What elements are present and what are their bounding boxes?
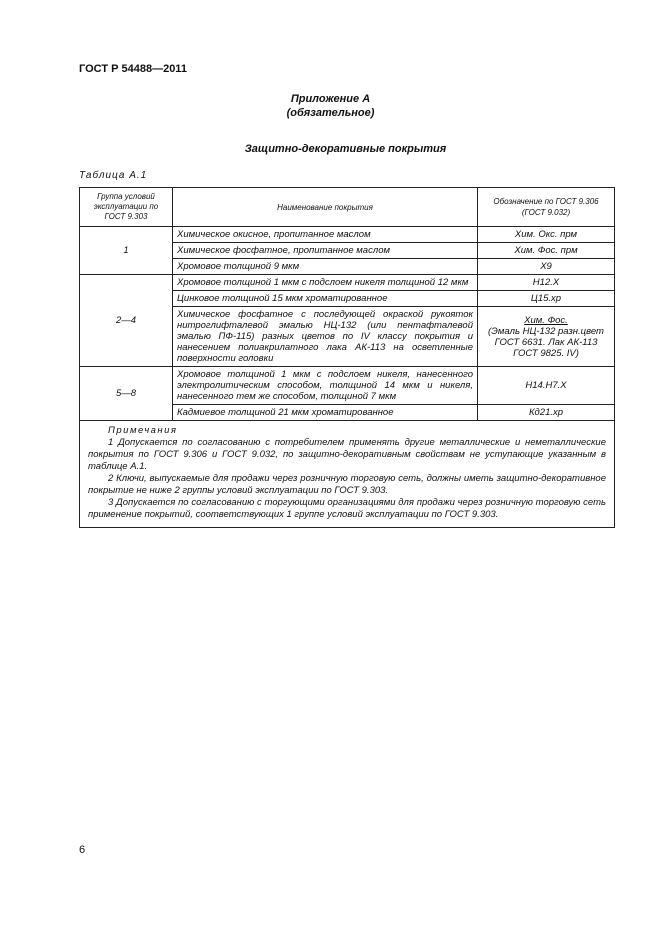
note-item: 2 Ключи, выпускаемые для продажи через розничную торговую сеть, должны иметь защитно-декоративное покрытие не ниже 2 группы условий эксплуатации по ГОСТ 9.303. [88, 473, 606, 496]
appendix-title: Приложение А [290, 93, 371, 105]
designation-cell: Хим. Окс. прм [478, 227, 615, 243]
appendix-status: (обязательное) [286, 107, 375, 119]
coating-name-cell: Химическое фосфатное с последующей окраской рукояток нитроглифталевой эмалью НЦ-132 (или пентафталевой эмалью ПФ-115) разных цветов по IV классу покрытия и нанесением полиакрилатного лака АК-113 на осветленные поверхности головки [173, 307, 478, 367]
designation-cell: Н12.Х [478, 275, 615, 291]
designation-cell: Х9 [478, 259, 615, 275]
note-item: 3 Допускается по согласованию с торгующими организациями для продажи через розничную торговую сеть применение покрытий, соответствующих 1 группе условий эксплуатации по ГОСТ 9.303. [88, 497, 606, 520]
group-cell: 2—4 [80, 275, 173, 367]
designation-cell: Хим. Фос. прм [478, 243, 615, 259]
coatings-table [79, 187, 615, 528]
designation-cell [478, 307, 615, 367]
table-row [80, 367, 615, 405]
table-caption: Таблица А.1 [79, 170, 148, 181]
group-cell: 1 [80, 227, 173, 275]
coating-name-cell: Химическое окисное, пропитанное маслом [173, 227, 478, 243]
table-row [80, 227, 615, 243]
coating-name-cell: Хромовое толщиной 1 мкм с подслоем никеля, нанесенного электролитическим способом, толщиной 14 мкм и никеля, нанесенного тем же способом, толщиной 7 мкм [173, 367, 478, 405]
designation-top: Хим. Фос. [524, 314, 568, 326]
appendix-heading [0, 92, 661, 120]
coating-name-cell: Цинковое толщиной 15 мкм хроматированное [173, 291, 478, 307]
table-header-row [80, 188, 615, 227]
designation-cell: Ц15.хр [478, 291, 615, 307]
section-title: Защитно-декоративные покрытия [244, 143, 447, 155]
page-number: 6 [79, 844, 86, 856]
notes-title: Примечания [108, 425, 178, 436]
coating-name-cell: Кадмиевое толщиной 21 мкм хроматированное [173, 405, 478, 421]
document-header: ГОСТ Р 54488—2011 [79, 63, 187, 75]
coating-name-cell: Хромовое толщиной 1 мкм с подслоем никеля толщиной 12 мкм [173, 275, 478, 291]
note-item: 1 Допускается по согласованию с потребителем применять другие металлические и неметаллические покрытия по ГОСТ 9.306 и ГОСТ 9.032, по защитно-декоративным свойствам не уступающие указанным в таблице А.1. [88, 437, 606, 472]
group-cell: 5—8 [80, 367, 173, 421]
header-coating-name: Наименование покрытия [173, 188, 478, 227]
designation-cell: Н14.Н7.Х [478, 367, 615, 405]
header-designation: Обозначение по ГОСТ 9.306 (ГОСТ 9.032) [478, 188, 615, 227]
coating-name-cell: Хромовое толщиной 9 мкм [173, 259, 478, 275]
notes-cell [80, 421, 615, 528]
table-row [80, 275, 615, 291]
designation-bottom: (Эмаль НЦ-132 разн.цвет ГОСТ 6631. Лак АК-113 ГОСТ 9825. IV) [488, 325, 604, 359]
header-group: Группа условий эксплуатации по ГОСТ 9.303 [80, 188, 173, 227]
designation-cell: Кд21.хр [478, 405, 615, 421]
coating-name-cell: Химическое фосфатное, пропитанное маслом [173, 243, 478, 259]
notes-row [80, 421, 615, 528]
